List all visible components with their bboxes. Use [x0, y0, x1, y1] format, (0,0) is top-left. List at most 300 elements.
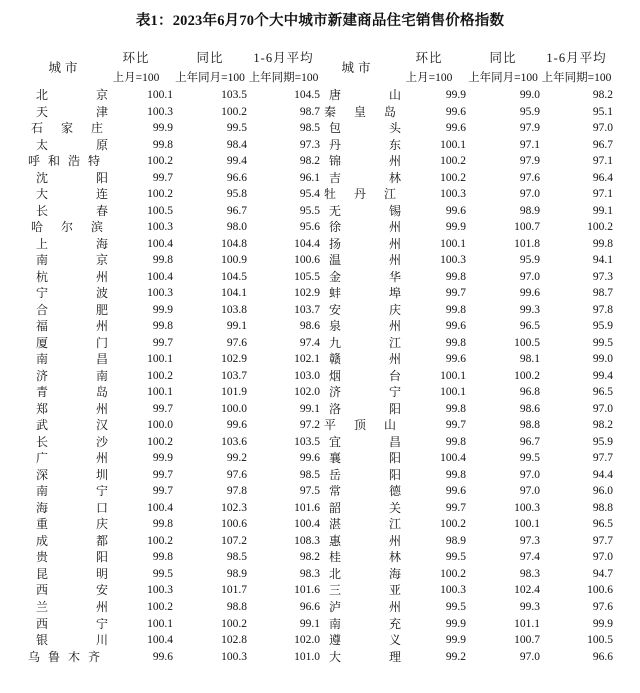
value-yoy-right: 98.6 [519, 402, 540, 415]
city-label: 洛 阳 [329, 401, 401, 416]
city-name-right [320, 104, 396, 121]
city-name-right [320, 236, 401, 253]
value-yoy-right: 100.2 [514, 369, 540, 382]
value-avg-right: 96.5 [592, 386, 613, 399]
value-avg-right: 97.7 [592, 452, 613, 465]
table-row [27, 401, 613, 418]
value-avg-left: 104.4 [294, 237, 320, 250]
value-mom-right: 99.9 [445, 89, 466, 101]
table-row [27, 170, 613, 187]
value-avg-right: 97.0 [592, 402, 613, 415]
value-mom-left: 100.2 [147, 155, 173, 168]
value-mom-left: 100.3 [147, 584, 173, 597]
value-mom-right: 99.6 [445, 105, 466, 118]
value-avg-left: 98.2 [299, 155, 320, 168]
value-avg-left: 96.1 [299, 171, 320, 184]
city-name-left [27, 417, 108, 434]
table-row [27, 483, 613, 500]
city-label: 上 海 [36, 236, 108, 251]
table-row [27, 87, 613, 104]
value-yoy-left: 97.8 [226, 485, 247, 498]
value-mom-left: 99.6 [152, 650, 173, 663]
city-label: 宁 波 [36, 286, 108, 301]
value-mom-left: 100.2 [147, 600, 173, 613]
table-row [27, 632, 613, 649]
value-yoy-right: 101.8 [514, 237, 540, 250]
city-label: 唐 山 [329, 88, 401, 102]
value-yoy-left: 103.8 [221, 303, 247, 316]
city-name-left [27, 566, 108, 583]
value-yoy-right: 97.1 [519, 138, 540, 151]
value-yoy-left: 98.8 [226, 600, 247, 613]
table-row [27, 285, 613, 302]
value-yoy-left: 103.7 [221, 369, 247, 382]
value-avg-left: 103.5 [294, 435, 320, 448]
value-avg-right: 95.9 [592, 435, 613, 448]
value-avg-left: 102.0 [294, 386, 320, 399]
value-avg-left: 98.6 [299, 320, 320, 333]
value-avg-right: 96.5 [592, 518, 613, 531]
city-name-right [320, 368, 401, 385]
city-name-left [27, 351, 108, 368]
value-yoy-left: 100.3 [221, 650, 247, 663]
city-name-right [320, 533, 401, 550]
value-yoy-right: 97.9 [519, 155, 540, 168]
value-avg-right: 97.7 [592, 534, 613, 547]
value-yoy-right: 96.5 [519, 320, 540, 333]
city-name-left [27, 219, 103, 236]
value-avg-right: 99.8 [592, 237, 613, 250]
value-yoy-right: 95.9 [519, 105, 540, 118]
city-label: 武 汉 [36, 418, 108, 433]
value-yoy-left: 104.8 [221, 237, 247, 250]
value-avg-right: 95.9 [592, 320, 613, 333]
value-yoy-right: 97.3 [519, 534, 540, 547]
table-row [27, 186, 613, 203]
value-mom-right: 99.6 [445, 353, 466, 366]
city-name-right [320, 302, 401, 319]
value-avg-left: 101.0 [294, 650, 320, 663]
table-row [27, 335, 613, 352]
value-mom-left: 99.8 [152, 320, 173, 333]
value-mom-right: 99.2 [445, 650, 466, 663]
value-mom-right: 99.6 [445, 204, 466, 217]
value-yoy-right: 96.8 [519, 386, 540, 399]
value-avg-right: 94.7 [592, 567, 613, 580]
value-yoy-right: 98.8 [519, 419, 540, 432]
header-base-avg-right: 上年同期=100 [541, 72, 612, 84]
city-name-left [27, 302, 108, 319]
city-name-left [27, 285, 108, 302]
table-row [27, 599, 613, 616]
value-mom-right: 99.8 [445, 402, 466, 415]
city-label: 遵 义 [329, 633, 401, 648]
city-name-right [320, 285, 401, 302]
city-name-right [320, 450, 401, 467]
city-name-right [320, 616, 401, 633]
city-name-right [320, 120, 401, 137]
table-row [27, 219, 613, 236]
value-mom-left: 100.4 [147, 501, 173, 514]
value-yoy-right: 98.9 [519, 204, 540, 217]
value-yoy-left: 102.8 [221, 634, 247, 647]
value-avg-left: 97.3 [299, 138, 320, 151]
value-yoy-right: 100.7 [514, 634, 540, 647]
city-label: 厦 门 [36, 335, 108, 350]
value-mom-left: 99.9 [152, 452, 173, 465]
city-label: 南 京 [36, 253, 108, 268]
header-base-mom-left: 上月=100 [112, 72, 160, 84]
value-avg-right: 97.1 [592, 188, 613, 201]
value-avg-right: 96.7 [592, 138, 613, 151]
value-yoy-right: 99.5 [519, 452, 540, 465]
value-avg-left: 100.6 [294, 254, 320, 267]
city-label: 宜 昌 [329, 434, 401, 449]
value-avg-left: 101.6 [294, 584, 320, 597]
value-avg-left: 102.0 [294, 634, 320, 647]
value-avg-left: 98.7 [299, 105, 320, 118]
value-mom-right: 99.9 [445, 221, 466, 234]
value-avg-left: 95.5 [299, 204, 320, 217]
city-name-left [27, 104, 108, 121]
header-city-left: 城市 [48, 61, 82, 75]
value-mom-right: 100.3 [440, 254, 466, 267]
city-name-left [27, 203, 108, 220]
city-name-left [27, 516, 108, 533]
value-mom-right: 99.6 [445, 485, 466, 498]
header-base-yoy-right: 上年同月=100 [468, 72, 538, 84]
city-label: 天 津 [36, 104, 108, 119]
value-yoy-left: 101.9 [221, 386, 247, 399]
value-yoy-left: 98.0 [226, 221, 247, 234]
city-label: 蚌 埠 [329, 286, 401, 301]
table-row [27, 649, 613, 666]
value-avg-right: 97.6 [592, 600, 613, 613]
price-index-table-container [27, 47, 613, 665]
value-mom-left: 100.4 [147, 634, 173, 647]
value-avg-right: 97.0 [592, 122, 613, 135]
value-yoy-right: 97.0 [519, 485, 540, 498]
value-yoy-left: 100.6 [221, 518, 247, 531]
value-mom-left: 99.8 [152, 518, 173, 531]
city-name-right [320, 203, 401, 220]
header-base-avg-left: 上年同期=100 [248, 72, 319, 84]
value-mom-right: 99.8 [445, 435, 466, 448]
city-label: 哈 尔 滨 [31, 220, 103, 235]
city-name-right [320, 582, 401, 599]
value-avg-left: 99.6 [299, 452, 320, 465]
city-label: 安 庆 [329, 302, 401, 317]
table-row [27, 549, 613, 566]
value-yoy-right: 97.6 [519, 171, 540, 184]
header-metric-avg-right: 1-6月平均 [546, 51, 607, 65]
value-yoy-right: 97.4 [519, 551, 540, 564]
value-yoy-left: 104.5 [221, 270, 247, 283]
value-yoy-right: 97.0 [519, 650, 540, 663]
value-yoy-left: 97.6 [226, 336, 247, 349]
header-metric-mom-left: 环比 [122, 51, 150, 65]
table-row [27, 582, 613, 599]
city-name-right [320, 170, 401, 187]
value-avg-left: 97.2 [299, 419, 320, 432]
value-mom-left: 100.3 [147, 105, 173, 118]
city-label: 烟 台 [329, 368, 401, 383]
table-row [27, 302, 613, 319]
header-metric-mom-right: 环比 [415, 51, 443, 65]
city-label: 郑 州 [36, 401, 108, 416]
city-name-right [320, 137, 401, 154]
city-label: 杭 州 [36, 269, 108, 284]
value-mom-right: 98.9 [445, 534, 466, 547]
city-name-left [27, 87, 108, 104]
value-yoy-left: 103.6 [221, 435, 247, 448]
value-avg-left: 95.6 [299, 221, 320, 234]
value-avg-right: 100.5 [587, 634, 613, 647]
table-row [27, 252, 613, 269]
value-avg-left: 104.5 [294, 89, 320, 101]
city-name-left [27, 269, 108, 286]
city-name-left [27, 483, 108, 500]
city-label: 韶 关 [329, 500, 401, 515]
city-label: 南 宁 [36, 484, 108, 499]
value-yoy-right: 102.4 [514, 584, 540, 597]
value-mom-left: 100.0 [147, 419, 173, 432]
value-avg-left: 98.5 [299, 468, 320, 481]
value-mom-left: 99.5 [152, 567, 173, 580]
city-label: 秦 皇 岛 [324, 104, 396, 119]
table-row [27, 616, 613, 633]
value-yoy-left: 98.5 [226, 551, 247, 564]
table-row [27, 417, 613, 434]
city-name-right [320, 269, 401, 286]
city-name-right [320, 500, 401, 517]
value-yoy-right: 96.7 [519, 435, 540, 448]
city-label: 九 江 [329, 335, 401, 350]
value-avg-left: 95.4 [299, 188, 320, 201]
value-mom-right: 100.1 [440, 138, 466, 151]
value-yoy-right: 99.3 [519, 303, 540, 316]
city-name-left [27, 120, 103, 137]
value-yoy-right: 100.5 [514, 336, 540, 349]
value-avg-left: 99.1 [299, 617, 320, 630]
value-yoy-right: 100.3 [514, 501, 540, 514]
value-mom-left: 99.9 [152, 303, 173, 316]
table-row [27, 104, 613, 121]
value-yoy-left: 98.9 [226, 567, 247, 580]
value-avg-right: 97.8 [592, 303, 613, 316]
price-index-table [27, 47, 613, 665]
value-yoy-left: 101.7 [221, 584, 247, 597]
city-label: 海 口 [36, 500, 108, 515]
city-label: 长 春 [36, 203, 108, 218]
city-label: 沈 阳 [36, 170, 108, 185]
value-avg-right: 99.5 [592, 336, 613, 349]
value-avg-left: 102.1 [294, 353, 320, 366]
city-name-left [27, 616, 108, 633]
city-name-right [320, 186, 396, 203]
value-mom-right: 99.6 [445, 320, 466, 333]
city-name-right [320, 649, 401, 666]
value-avg-right: 98.2 [592, 419, 613, 432]
city-name-left [27, 170, 108, 187]
value-avg-right: 98.8 [592, 501, 613, 514]
value-avg-left: 98.2 [299, 551, 320, 564]
value-avg-left: 103.7 [294, 303, 320, 316]
value-mom-left: 100.3 [147, 287, 173, 300]
city-label: 银 川 [36, 633, 108, 648]
value-yoy-right: 99.0 [519, 89, 540, 101]
value-avg-right: 96.6 [592, 650, 613, 663]
value-avg-right: 100.2 [587, 221, 613, 234]
city-label: 西 安 [36, 583, 108, 598]
city-label: 湛 江 [329, 517, 401, 532]
city-name-right [320, 252, 401, 269]
city-label: 桂 林 [329, 550, 401, 565]
value-yoy-left: 102.9 [221, 353, 247, 366]
city-label: 重 庆 [36, 517, 108, 532]
city-label: 锦 州 [329, 154, 401, 169]
value-avg-left: 98.5 [299, 122, 320, 135]
table-row [27, 434, 613, 451]
city-name-left [27, 368, 108, 385]
value-avg-right: 100.6 [587, 584, 613, 597]
table-row [27, 120, 613, 137]
city-name-left [27, 649, 99, 666]
city-name-left [27, 401, 108, 418]
value-yoy-left: 100.0 [221, 402, 247, 415]
table-row [27, 203, 613, 220]
city-label: 泉 州 [329, 319, 401, 334]
city-label: 金 华 [329, 269, 401, 284]
value-avg-left: 96.6 [299, 600, 320, 613]
city-name-right [320, 549, 401, 566]
city-label: 长 沙 [36, 434, 108, 449]
value-avg-left: 105.5 [294, 270, 320, 283]
value-yoy-right: 97.0 [519, 188, 540, 201]
value-yoy-right: 98.1 [519, 353, 540, 366]
city-name-right [320, 219, 401, 236]
table-row [27, 153, 613, 170]
table-header [27, 47, 613, 87]
value-mom-right: 100.2 [440, 155, 466, 168]
city-name-left [27, 186, 108, 203]
city-name-left [27, 434, 108, 451]
city-label: 丹 东 [329, 137, 401, 152]
value-yoy-left: 99.1 [226, 320, 247, 333]
value-avg-right: 97.1 [592, 155, 613, 168]
value-avg-left: 103.0 [294, 369, 320, 382]
city-label: 大 理 [329, 649, 401, 664]
city-label: 岳 阳 [329, 467, 401, 482]
value-mom-right: 99.8 [445, 270, 466, 283]
value-mom-right: 99.5 [445, 600, 466, 613]
value-avg-right: 94.1 [592, 254, 613, 267]
city-label: 石 家 庄 [31, 121, 103, 136]
value-mom-right: 99.6 [445, 122, 466, 135]
value-avg-left: 98.3 [299, 567, 320, 580]
table-row [27, 351, 613, 368]
value-yoy-right: 100.1 [514, 518, 540, 531]
city-label: 济 宁 [329, 385, 401, 400]
city-name-right [320, 483, 401, 500]
city-label: 常 德 [329, 484, 401, 499]
value-mom-right: 99.8 [445, 468, 466, 481]
value-yoy-right: 98.3 [519, 567, 540, 580]
value-avg-right: 99.9 [592, 617, 613, 630]
table-row [27, 236, 613, 253]
value-yoy-left: 96.7 [226, 204, 247, 217]
value-mom-left: 99.8 [152, 138, 173, 151]
value-yoy-left: 100.2 [221, 105, 247, 118]
table-row [27, 137, 613, 154]
value-mom-left: 100.1 [147, 386, 173, 399]
city-label: 成 都 [36, 533, 108, 548]
value-mom-right: 99.7 [445, 287, 466, 300]
header-row-metric [27, 47, 613, 67]
value-avg-right: 98.2 [592, 89, 613, 101]
value-mom-right: 99.7 [445, 501, 466, 514]
city-label: 太 原 [36, 137, 108, 152]
city-name-left [27, 236, 108, 253]
value-avg-left: 101.6 [294, 501, 320, 514]
value-mom-left: 100.1 [147, 617, 173, 630]
value-mom-left: 99.7 [152, 336, 173, 349]
city-label: 大 连 [36, 187, 108, 202]
header-base-mom-right: 上月=100 [405, 72, 453, 84]
value-mom-right: 100.3 [440, 188, 466, 201]
city-name-left [27, 252, 108, 269]
value-avg-right: 99.4 [592, 369, 613, 382]
value-yoy-left: 100.9 [221, 254, 247, 267]
value-mom-right: 99.9 [445, 617, 466, 630]
city-label: 北 京 [36, 88, 108, 102]
city-label: 昆 明 [36, 566, 108, 581]
city-name-left [27, 632, 108, 649]
city-label: 北 海 [329, 566, 401, 581]
city-label: 襄 阳 [329, 451, 401, 466]
value-mom-right: 100.2 [440, 518, 466, 531]
value-yoy-right: 100.7 [514, 221, 540, 234]
value-yoy-left: 98.4 [226, 138, 247, 151]
value-mom-left: 100.2 [147, 369, 173, 382]
table-row [27, 500, 613, 517]
value-avg-right: 97.3 [592, 270, 613, 283]
city-label: 西 宁 [36, 616, 108, 631]
city-name-right [320, 516, 401, 533]
value-yoy-left: 102.3 [221, 501, 247, 514]
value-avg-left: 108.3 [294, 534, 320, 547]
value-yoy-left: 99.4 [226, 155, 247, 168]
value-yoy-right: 95.9 [519, 254, 540, 267]
table-row [27, 516, 613, 533]
value-mom-right: 99.8 [445, 303, 466, 316]
city-label: 惠 州 [329, 533, 401, 548]
value-mom-right: 100.3 [440, 584, 466, 597]
city-label: 徐 州 [329, 220, 401, 235]
city-name-left [27, 137, 108, 154]
value-mom-right: 100.1 [440, 237, 466, 250]
city-label: 包 头 [329, 121, 401, 136]
city-name-right [320, 401, 401, 418]
table-body [27, 87, 613, 665]
value-yoy-right: 97.9 [519, 122, 540, 135]
city-name-right [320, 351, 401, 368]
value-mom-right: 100.1 [440, 386, 466, 399]
city-name-left [27, 153, 99, 170]
value-mom-left: 99.7 [152, 171, 173, 184]
value-avg-left: 102.9 [294, 287, 320, 300]
city-label: 青 岛 [36, 385, 108, 400]
